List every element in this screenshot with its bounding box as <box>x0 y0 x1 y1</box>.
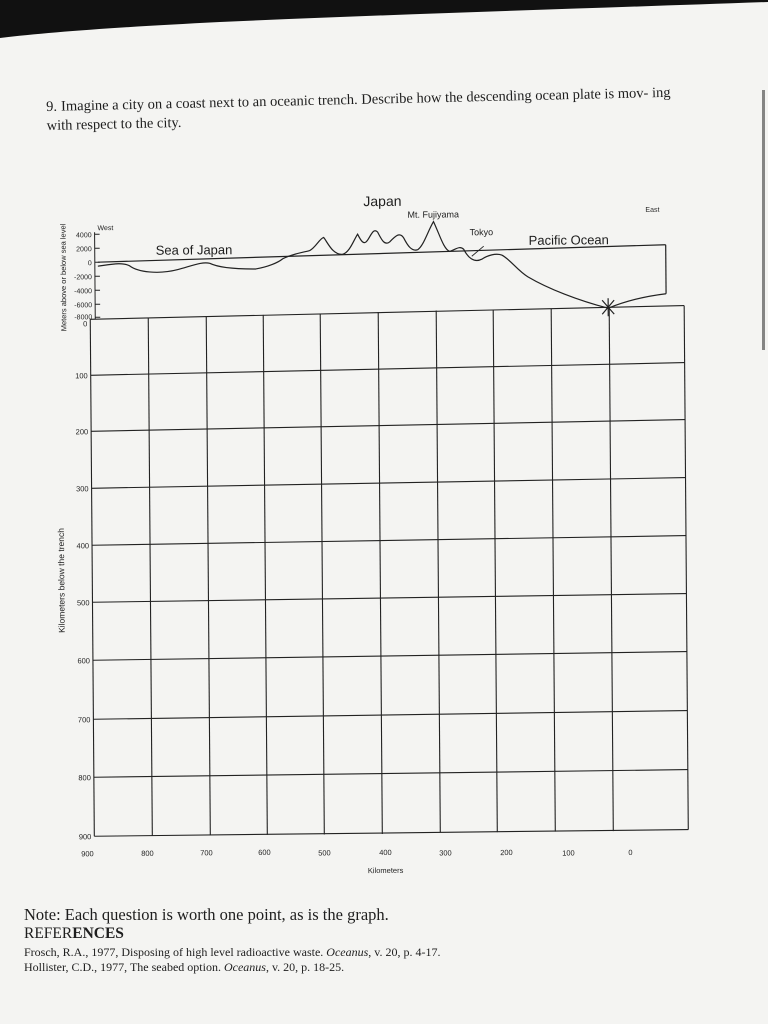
depth-axis <box>54 319 91 841</box>
distance-axis-label: Kilometers <box>367 865 404 876</box>
reference-item <box>24 945 441 960</box>
elev-tick-4000: 4000 <box>75 232 92 240</box>
elev-tick-2000: 2000 <box>76 246 92 254</box>
distance-axis <box>81 845 633 877</box>
dist-tick-700: 700 <box>200 848 213 858</box>
dist-tick-0: 0 <box>628 848 633 858</box>
depth-tick-100: 100 <box>75 371 88 381</box>
dist-tick-800: 800 <box>141 848 154 858</box>
depth-axis-label: Kilometers below the trench <box>55 528 67 633</box>
question-9 <box>46 83 697 136</box>
depth-tick-400: 400 <box>76 541 90 551</box>
depth-tick-600: 600 <box>77 656 90 666</box>
reference-text: Frosch, R.A., 1977, Disposing of high level radioactive waste. <box>24 945 327 959</box>
depth-tick-200: 200 <box>75 427 89 437</box>
dist-tick-300: 300 <box>439 848 452 858</box>
dist-tick-900: 900 <box>81 849 94 859</box>
reference-rest: , v. 20, p. 4-17. <box>368 945 441 959</box>
dist-tick-600: 600 <box>258 847 271 857</box>
elevation-axis <box>59 223 101 331</box>
references-heading-start: REFER <box>24 925 73 942</box>
label-east: East <box>645 206 660 214</box>
dist-tick-500: 500 <box>318 848 331 858</box>
page-top-shadow <box>0 0 768 40</box>
dist-tick-100: 100 <box>562 848 575 858</box>
depth-tick-800: 800 <box>78 773 91 783</box>
note: Note: Each question is worth one point, as is the graph. <box>24 905 389 924</box>
label-sea-of-japan: Sea of Japan <box>155 242 233 258</box>
elev-tick-minus6000: -6000 <box>74 302 93 310</box>
depth-tick-300: 300 <box>76 484 89 494</box>
label-west: West <box>97 225 114 233</box>
reference-text: Hollister, C.D., 1977, The seabed option. <box>24 960 224 974</box>
question-number: 9. <box>46 98 58 115</box>
elev-tick-minus4000: -4000 <box>74 288 93 296</box>
question-text: Imagine a city on a coast next to an oceanic trench. Describe how the descending ocean plate is mov- ing with respect to the city. <box>46 84 671 134</box>
depth-tick-700: 700 <box>77 715 91 725</box>
label-tokyo: Tokyo <box>469 227 494 238</box>
reference-rest: , v. 20, p. 18-25. <box>265 960 345 974</box>
elev-tick-minus8000: -8000 <box>74 314 93 322</box>
depth-tick-0: 0 <box>83 319 88 329</box>
depth-tick-900: 900 <box>78 832 92 842</box>
depth-grid <box>90 306 688 837</box>
cross-section-figure <box>0 180 768 900</box>
dist-tick-200: 200 <box>500 847 513 858</box>
elevation-axis-label: Meters above or below sea level <box>58 223 69 332</box>
elev-tick-0: 0 <box>87 260 92 268</box>
label-pacific-ocean: Pacific Ocean <box>528 232 609 248</box>
elev-tick-minus2000: -2000 <box>73 274 92 282</box>
references-heading-end: ENCES <box>72 925 124 942</box>
reference-journal: Oceanus <box>326 945 369 959</box>
depth-tick-500: 500 <box>76 598 90 608</box>
label-japan: Japan <box>363 192 402 210</box>
dist-tick-400: 400 <box>379 847 392 858</box>
references-heading <box>24 925 124 943</box>
label-mt-fujiyama: Mt. Fujiyama <box>407 209 459 220</box>
reference-item <box>24 960 344 975</box>
reference-journal: Oceanus <box>223 960 266 974</box>
